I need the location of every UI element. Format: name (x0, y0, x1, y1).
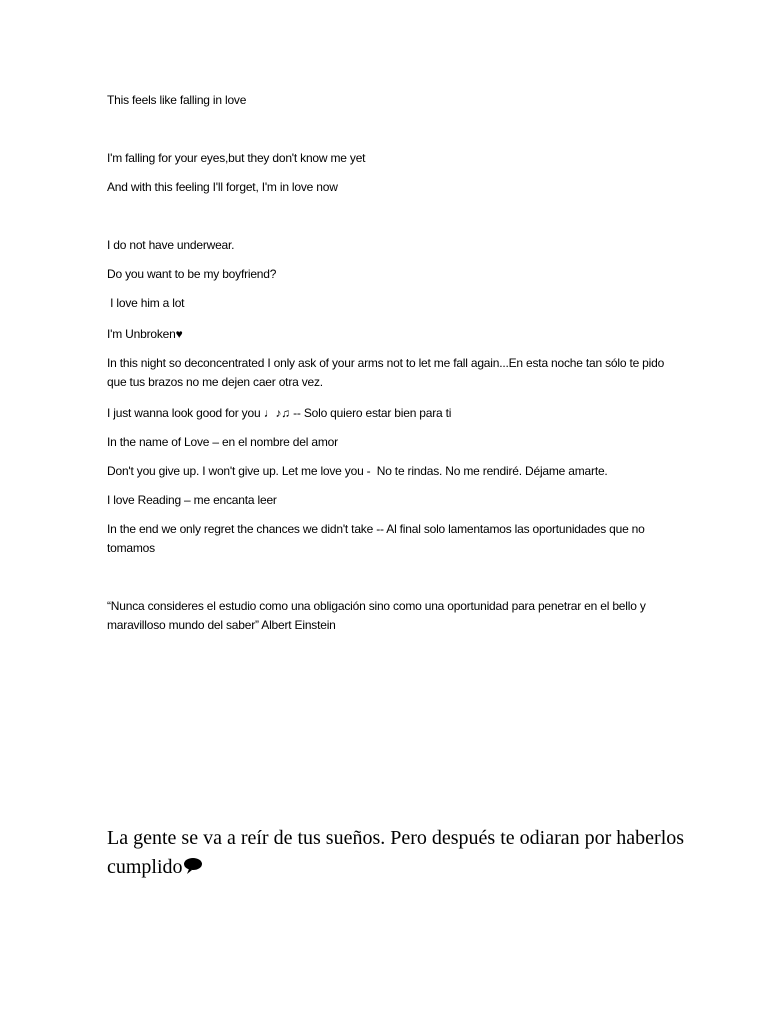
closing-quote-text: La gente se va a reír de tus sueños. Pero después te odiaran por haberlos cumplido (107, 827, 685, 878)
text-line-2: I'm falling for your eyes,but they don't know me yet (107, 151, 366, 165)
einstein-quote: “Nunca consideres el estudio como una obligación sino como una oportunidad para penetrar en el bello y maravilloso mundo del saber” Albert Einstein (107, 599, 649, 632)
text-line-11: Don't you give up. I won't give up. Let me love you - No te rindas. No me rendiré. Déjame amarte. (107, 464, 608, 478)
thought-bubble-icon (183, 853, 203, 882)
text-line-5: Do you want to be my boyfriend? (107, 267, 277, 281)
text-line-9: I just wanna look good for you ♩♪♫ -- Solo quiero estar bien para ti (107, 406, 452, 420)
text-line-12: I love Reading – me encanta leer (107, 493, 277, 507)
text-line-8: In this night so deconcentrated I only ask of your arms not to let me fall again...En esta noche tan sólo te pido que tus brazos no me dejen caer otra vez. (107, 356, 668, 389)
text-line-3: And with this feeling I'll forget, I'm in love now (107, 180, 338, 194)
text-line-6: I love him a lot (107, 296, 185, 310)
text-line-1: This feels like falling in love (107, 93, 247, 107)
text-line-7: I'm Unbroken♥ (107, 327, 183, 341)
text-line-10: In the name of Love – en el nombre del amor (107, 435, 338, 449)
text-line-4: I do not have underwear. (107, 238, 235, 252)
text-line-13: In the end we only regret the chances we didn't take -- Al final solo lamentamos las oportunidades que no tomamos (107, 522, 648, 555)
closing-quote (107, 824, 687, 882)
